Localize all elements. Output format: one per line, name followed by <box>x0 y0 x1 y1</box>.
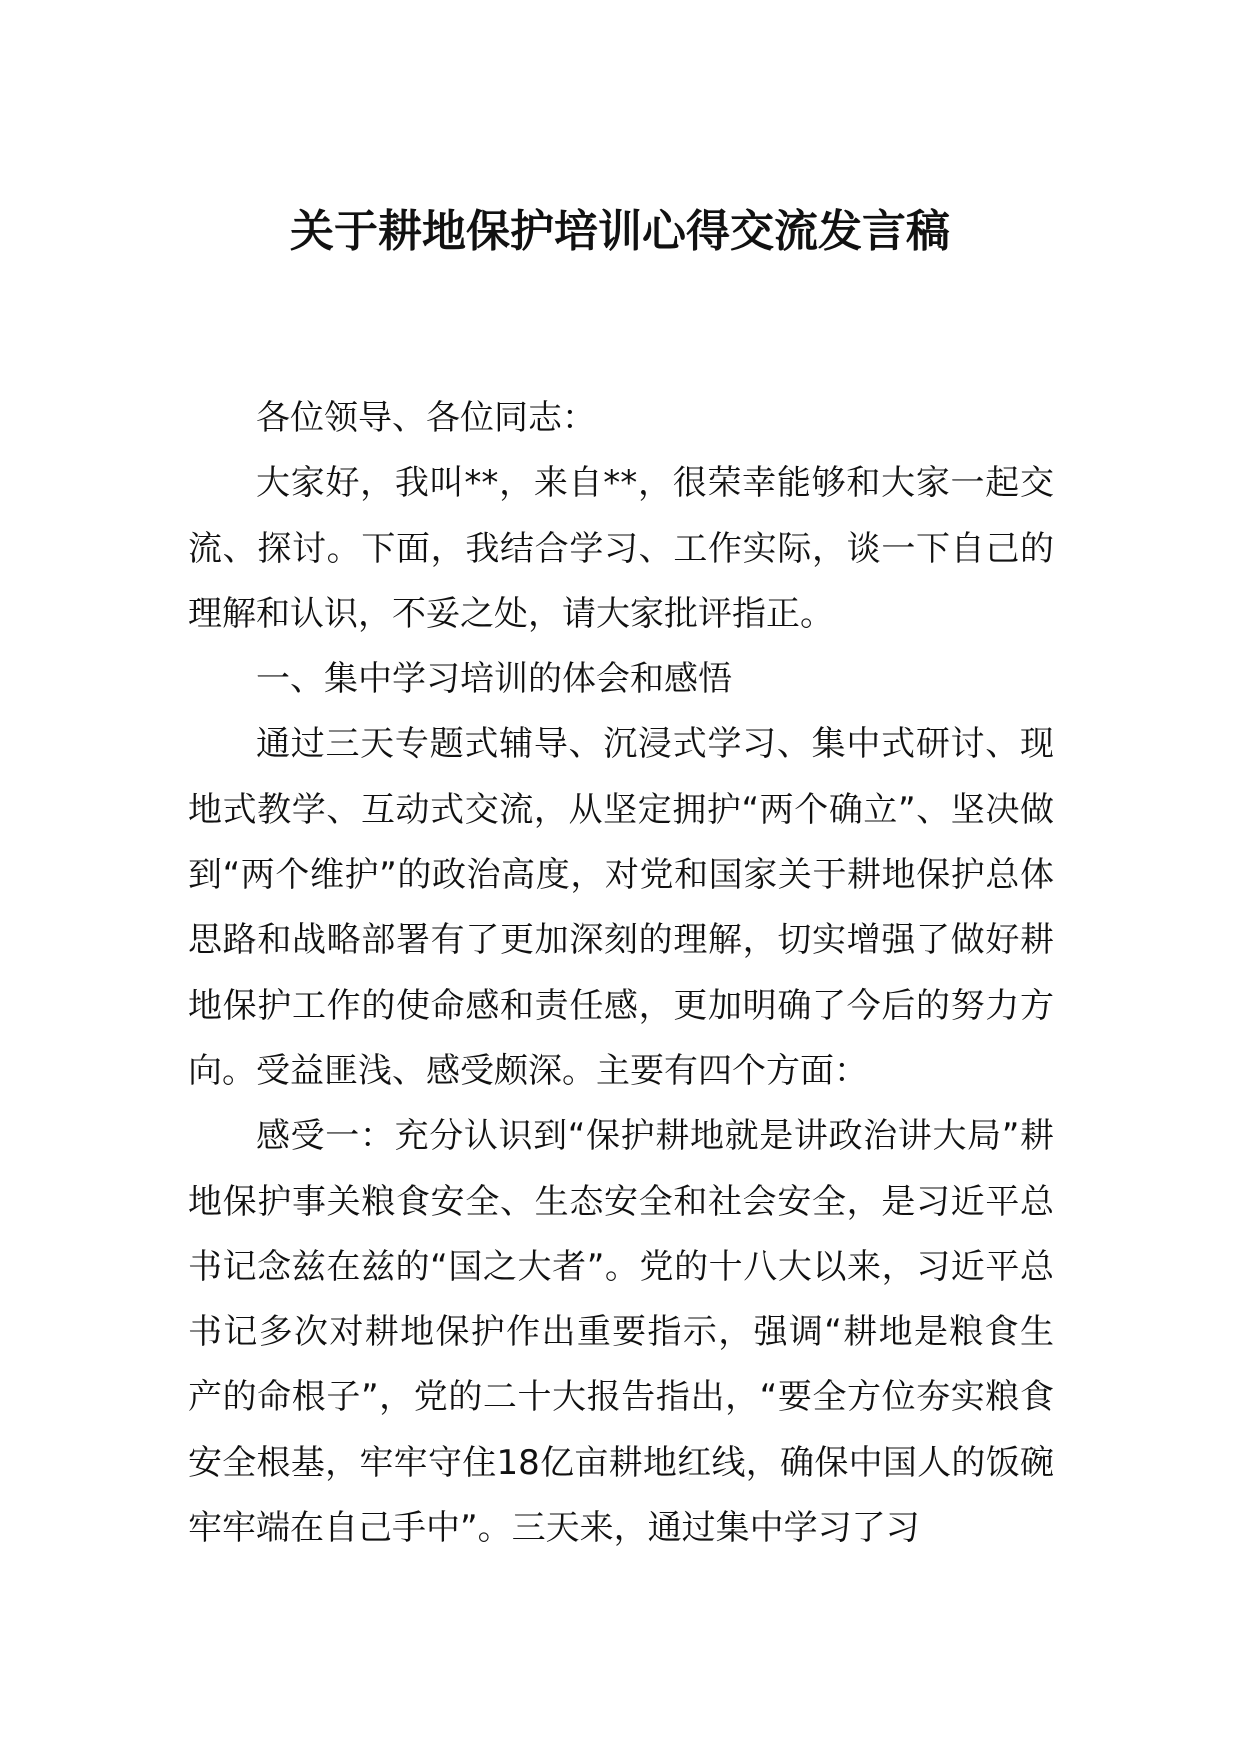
body-paragraph: 通过三天专题式辅导、沉浸式学习、集中式研讨、现地式教学、互动式交流，从坚定拥护“两个确立”、坚决做到“两个维护”的政治高度，对党和国家关于耕地保护总体思路和战略部署有了更加深刻的理解，切实增强了做好耕地保护工作的使命感和责任感，更加明确了今后的努力方向。受益匪浅、感受颇深。主要有四个方面： <box>188 724 1054 1091</box>
section-heading: 一、集中学习培训的体会和感悟 <box>256 659 732 700</box>
salutation-paragraph: 各位领导、各位同志： <box>256 398 596 438</box>
body-paragraph: 感受一：充分认识到“保护耕地就是讲政治讲大局”耕地保护事关粮食安全、生态安全和社会安全，是习近平总书记念兹在兹的“国之大者”。党的十八大以来，习近平总书记多次对耕地保护作出重要指示，强调“耕地是粮食生产的命根子”，党的二十大报告指出，“要全方位夯实粮食安全根基，牢牢守住18亿亩耕地红线，确保中国人的饭碗牢牢端在自己手中”。三天来，通过集中学习了习 <box>188 1116 1054 1549</box>
document-title: 关于耕地保护培训心得交流发言稿 <box>290 206 950 257</box>
intro-paragraph: 大家好，我叫**，来自**，很荣幸能够和大家一起交流、探讨。下面，我结合学习、工作实际，谈一下自己的理解和认识，不妥之处，请大家批评指正。 <box>188 463 1054 634</box>
document-body <box>188 386 1054 1561</box>
